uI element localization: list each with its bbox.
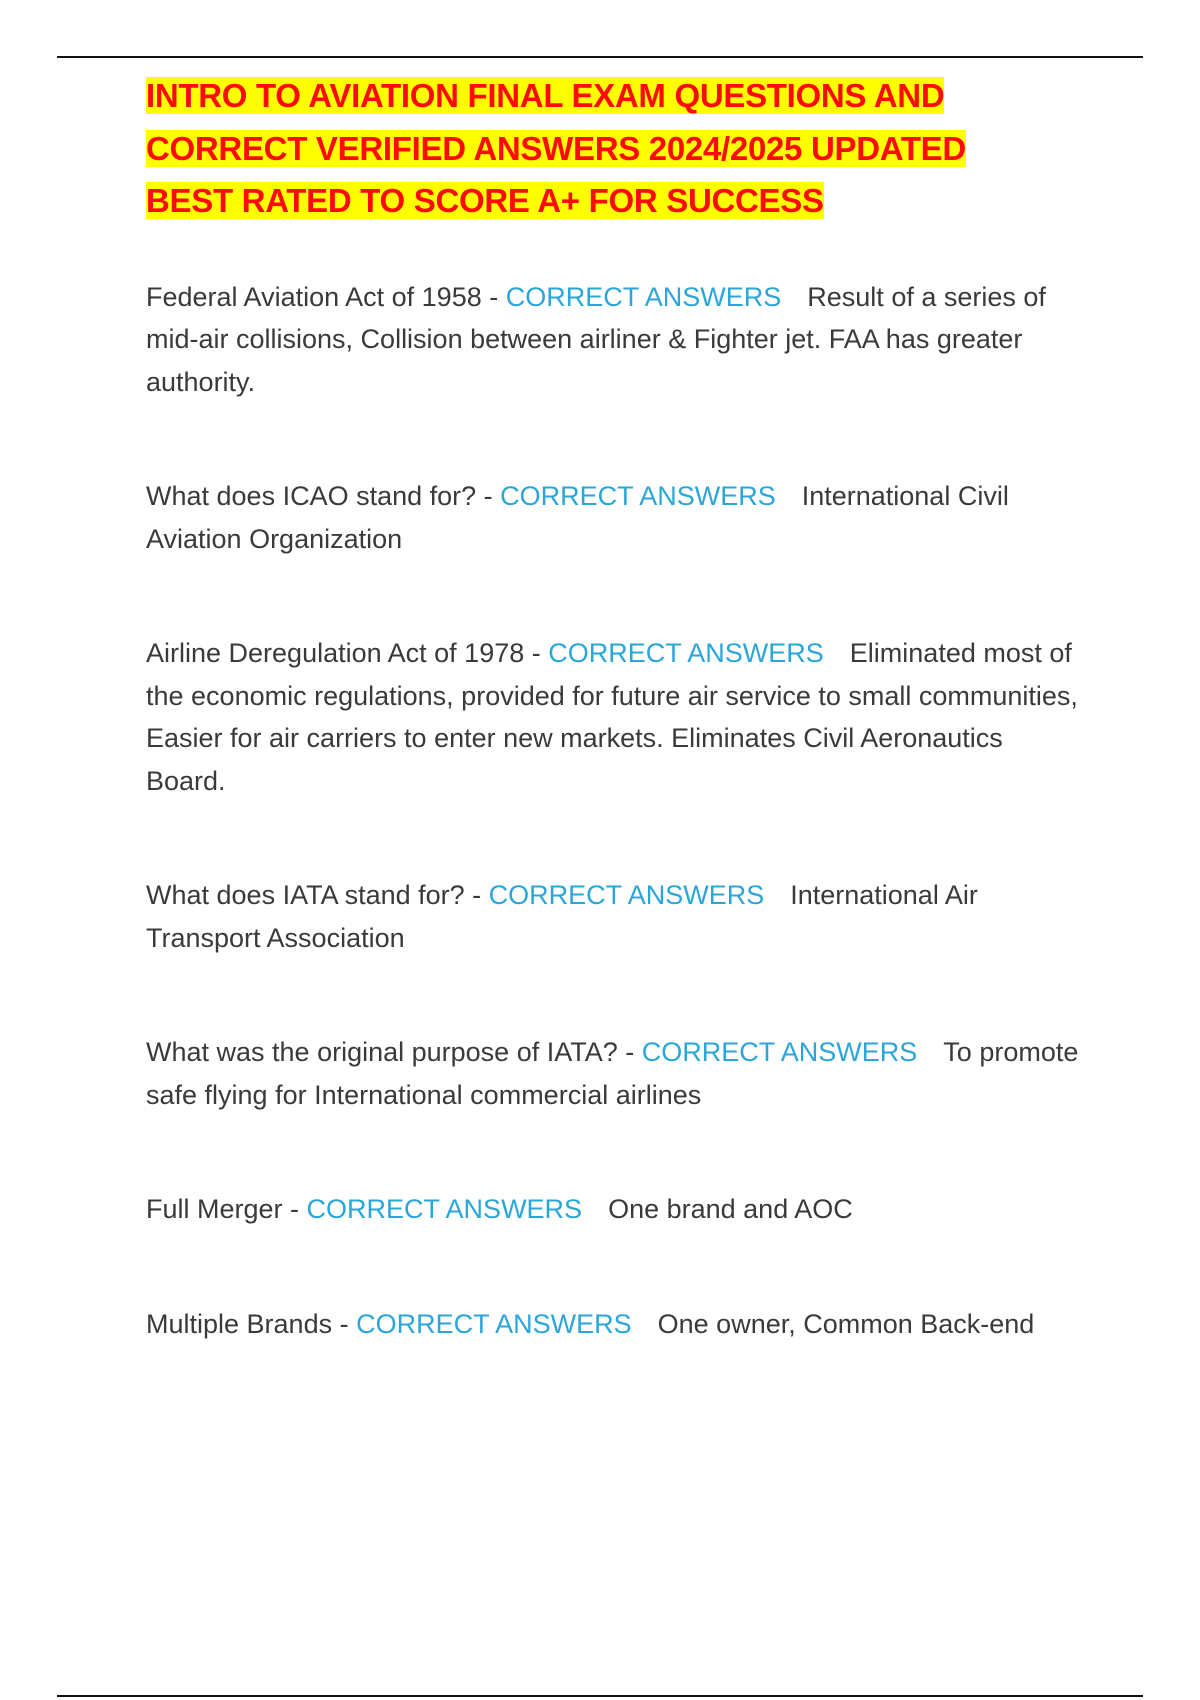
separator: - bbox=[524, 638, 549, 668]
qa-item bbox=[146, 276, 1086, 404]
correct-answers-tag: CORRECT ANSWERS bbox=[548, 638, 824, 668]
separator: - bbox=[332, 1308, 357, 1339]
document-title bbox=[146, 70, 1086, 228]
answer-text: International Civil Aviation Organization bbox=[146, 481, 1009, 554]
answer-text: Result of a series of mid-air collisions, Collision between airliner & Fighter jet. FAA has greater authority. bbox=[146, 281, 1046, 397]
bottom-rule bbox=[57, 1695, 1143, 1697]
separator: - bbox=[464, 880, 489, 910]
correct-answers-tag: CORRECT ANSWERS bbox=[356, 1308, 632, 1339]
question-text: Multiple Brands bbox=[146, 1308, 333, 1339]
qa-item bbox=[146, 1031, 1086, 1116]
qa-item bbox=[146, 874, 1086, 959]
answer-text: One brand and AOC bbox=[608, 1194, 853, 1224]
answer-text: One owner, Common Back-end bbox=[657, 1308, 1035, 1339]
answer-text: International Air Transport Association bbox=[146, 880, 978, 953]
question-text: What does ICAO stand for? bbox=[146, 481, 477, 511]
title-line: BEST RATED TO SCORE A+ FOR SUCCESS bbox=[146, 182, 824, 219]
qa-item bbox=[146, 1303, 1086, 1346]
question-text: What does IATA stand for? bbox=[146, 880, 465, 910]
correct-answers-tag: CORRECT ANSWERS bbox=[306, 1194, 583, 1224]
question-text: Full Merger bbox=[146, 1194, 283, 1224]
question-text: Federal Aviation Act of 1958 bbox=[146, 281, 482, 312]
correct-answers-tag: CORRECT ANSWERS bbox=[641, 1037, 918, 1067]
separator: - bbox=[617, 1037, 642, 1067]
document-body bbox=[146, 70, 1086, 1417]
separator: - bbox=[476, 481, 501, 511]
separator: - bbox=[282, 1194, 307, 1224]
answer-text: To promote safe flying for International commercial airlines bbox=[146, 1037, 1079, 1110]
answer-text: Eliminated most of the economic regulations, provided for future air service to small communities, Easier for air carriers to enter new markets. Eliminates Civil Aeronautics Board. bbox=[146, 638, 1078, 796]
question-text: Airline Deregulation Act of 1978 bbox=[146, 638, 525, 668]
qa-item bbox=[146, 475, 1086, 560]
question-text: What was the original purpose of IATA? bbox=[146, 1037, 618, 1067]
correct-answers-tag: CORRECT ANSWERS bbox=[505, 281, 782, 312]
qa-item bbox=[146, 632, 1086, 802]
qa-item bbox=[146, 1188, 1086, 1231]
separator: - bbox=[481, 281, 506, 312]
top-rule bbox=[57, 56, 1143, 58]
title-line: INTRO TO AVIATION FINAL EXAM QUESTIONS AND bbox=[146, 77, 945, 114]
correct-answers-tag: CORRECT ANSWERS bbox=[500, 481, 776, 511]
title-line: CORRECT VERIFIED ANSWERS 2024/2025 UPDATED bbox=[146, 129, 966, 167]
correct-answers-tag: CORRECT ANSWERS bbox=[488, 880, 765, 910]
qa-list bbox=[146, 276, 1086, 1346]
